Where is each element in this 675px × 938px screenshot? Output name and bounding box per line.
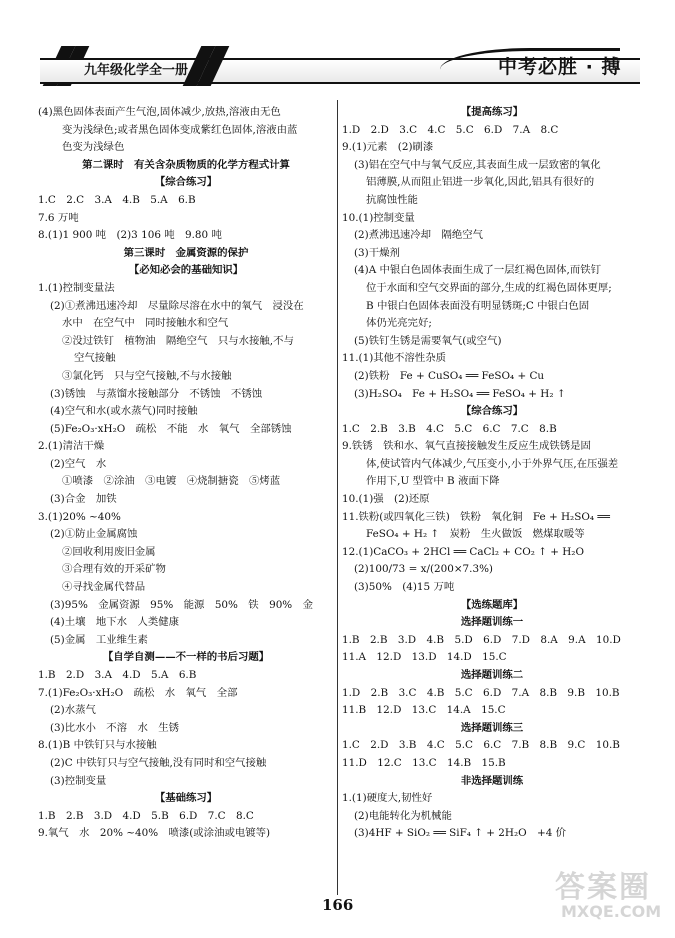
answer-line: (5)Fe₂O₃·xH₂O 疏松 不能 水 氧气 全部锈蚀 <box>50 422 292 435</box>
answer-line: 11.A 12.D 13.D 14.D 15.C <box>342 651 507 664</box>
page-number: 166 <box>322 896 354 914</box>
answer-line: 体仍光亮完好; <box>366 317 432 330</box>
watermark-url: MXQE.COM <box>561 902 662 921</box>
answer-line: (3)H₂SO₄ Fe + H₂SO₄ ══ FeSO₄ + H₂ ↑ <box>354 387 566 400</box>
answer-line: 8.(1)B 中铁钉只与水接触 <box>38 739 157 752</box>
answer-line: 1.C 2.C 3.A 4.B 5.A 6.B <box>38 193 196 206</box>
answer-line: 7.(1)Fe₂O₃·xH₂O 疏松 水 氧气 全部 <box>38 686 238 699</box>
answer-line: 3.(1)20% ~40% <box>38 510 121 523</box>
answer-line: (2)铁粉 Fe + CuSO₄ ══ FeSO₄ + Cu <box>354 369 545 382</box>
answer-line: 1.B 2.B 3.D 4.B 5.D 6.D 7.D 8.A 9.A 10.D <box>342 633 621 646</box>
section-heading: 选择题训练三 <box>460 721 524 734</box>
answer-line: 1.D 2.B 3.C 4.B 5.C 6.D 7.A 8.B 9.B 10.B <box>342 686 620 699</box>
answer-line: (2)①煮沸迅速冷却 尽量除尽溶在水中的氧气 浸没在 <box>50 299 304 312</box>
answer-line: 10.(1)控制变量 <box>342 211 415 224</box>
answer-line: (3)4HF + SiO₂ ══ SiF₄ ↑ + 2H₂O +4 价 <box>354 827 567 840</box>
answer-line: 11.B 12.D 13.C 14.A 15.C <box>342 704 506 717</box>
section-heading: 选择题训练二 <box>460 669 524 681</box>
answer-line: ①喷漆 ②涂油 ③电镀 ④烧制搪瓷 ⑤烤蓝 <box>62 475 281 488</box>
answer-line: 8.(1)1 900 吨 (2)3 106 吨 9.80 吨 <box>38 229 222 242</box>
answer-line: FeSO₄ + H₂ ↑ 炭粉 生火做饭 燃煤取暖等 <box>366 528 585 541</box>
section-heading: 【自学自测——不一样的书后习题】 <box>102 651 270 664</box>
answer-line: 色变为浅绿色 <box>62 141 125 154</box>
section-heading: 选择题训练一 <box>460 616 524 629</box>
answer-line: (2)100/73 = x/(200×7.3%) <box>354 563 493 576</box>
answer-line: ③氯化钙 只与空气接触,不与水接触 <box>62 369 232 382</box>
answer-line: 9.氧气 水 20% ~40% 喷漆(或涂油或电镀等) <box>38 827 271 840</box>
answer-line: (4)空气和水(或水蒸气)同时接触 <box>50 405 198 418</box>
answer-line: 11.(1)其他不溶性杂质 <box>342 352 446 365</box>
section-heading: 第二课时 有关含杂质物质的化学方程式计算 <box>82 158 290 171</box>
answer-line: 10.(1)强 (2)还原 <box>342 493 430 506</box>
answer-line: (3)干燥剂 <box>354 246 400 259</box>
answer-line: ②没过铁钉 植物油 隔绝空气 只与水接触,不与 <box>62 334 294 347</box>
answer-line: B 中银白色固体表面没有明显锈斑;C 中银白色固 <box>366 299 590 312</box>
answer-line: ③合理有效的开采矿物 <box>62 563 166 576</box>
answer-line: (2)①防止金属腐蚀 <box>50 528 138 541</box>
answer-line: (5)金属 工业维生素 <box>50 633 148 646</box>
answer-line: (4)黑色固体表面产生气泡,固体减少,放热,溶液由无色 <box>38 106 281 118</box>
answer-line: 空气接触 <box>74 352 116 365</box>
answer-line: 11.D 12.C 13.C 14.B 15.B <box>342 756 506 769</box>
answer-line: 9.(1)元素 (2)刷漆 <box>342 141 434 154</box>
section-heading: 【基础练习】 <box>154 792 218 805</box>
answer-line: (3)95% 金属资源 95% 能源 50% 铁 90% 金 <box>50 598 313 611</box>
answer-line: (3)比水小 不溶 水 生锈 <box>50 721 180 734</box>
answer-line: 作用下,U 型管中 B 液面下降 <box>366 475 500 488</box>
answer-line: (3)合金 加铁 <box>50 493 117 506</box>
answer-line: 1.(1)控制变量法 <box>38 281 115 294</box>
answer-line: 铝薄膜,从而阻止铝进一步氧化,因此,铝具有很好的 <box>366 176 595 189</box>
answer-line: 1.C 2.D 3.B 4.C 5.C 6.C 7.B 8.B 9.C 10.B <box>342 739 620 752</box>
answer-line: ②回收利用废旧金属 <box>62 545 156 558</box>
answer-line: (3)铝在空气中与氧气反应,其表面生成一层致密的氧化 <box>354 158 601 171</box>
answer-line: (3)控制变量 <box>50 774 107 787</box>
answer-line: 2.(1)清洁干燥 <box>38 440 105 453</box>
answer-line: 水中 在空气中 同时接触水和空气 <box>62 317 229 330</box>
answer-line: (2)煮沸迅速冷却 隔绝空气 <box>354 229 484 242</box>
section-heading: 【必知必会的基础知识】 <box>128 264 244 277</box>
answer-line: 7.6 万吨 <box>38 211 79 224</box>
answer-line: 12.(1)CaCO₃ + 2HCl ══ CaCl₂ + CO₂ ↑ + H₂O <box>342 545 584 558</box>
answer-line: (4)土壤 地下水 人类健康 <box>50 616 180 629</box>
answer-line: (2)C 中铁钉只与空气接触,没有同时和空气接触 <box>50 756 267 769</box>
answer-line: (2)空气 水 <box>50 457 107 470</box>
answer-line: 11.铁粉(或四氧化三铁) 铁粉 氧化铜 Fe + H₂SO₄ ══ <box>342 510 610 523</box>
answer-line: (2)电能转化为机械能 <box>354 809 452 822</box>
watermark-logo <box>555 862 665 932</box>
right-column <box>342 104 642 843</box>
section-heading: 【综合练习】 <box>460 405 524 418</box>
section-heading: 非选择题训练 <box>460 774 524 787</box>
column-divider <box>337 100 338 895</box>
section-heading: 【提高练习】 <box>460 106 524 118</box>
answer-line: (3)锈蚀 与蒸馏水接触部分 不锈蚀 不锈蚀 <box>50 387 263 400</box>
book-title: 九年级化学全一册 <box>84 63 189 78</box>
answer-line: (4)A 中银白色固体表面生成了一层红褐色固体,而铁钉 <box>354 264 602 277</box>
left-column <box>38 104 334 843</box>
answer-line: (3)50% (4)15 万吨 <box>354 581 455 594</box>
answer-line: 位于水面和空气交界面的部分,生成的红褐色固体更厚; <box>366 281 612 294</box>
answer-line: 变为浅绿色;或者黑色固体变成紫红色固体,溶液由蓝 <box>62 123 298 136</box>
section-heading: 【选练题库】 <box>460 598 524 611</box>
answer-line: 1.D 2.D 3.C 4.C 5.C 6.D 7.A 8.C <box>342 123 559 136</box>
answer-line: 抗腐蚀性能 <box>366 193 418 206</box>
answer-line: 体,使试管内气体减少,气压变小,小于外界气压,在压强差 <box>366 457 619 470</box>
series-title: 中考必胜 · 搏 <box>498 56 622 78</box>
answer-line: 1.(1)硬度大,韧性好 <box>342 792 433 805</box>
page-header <box>0 40 675 100</box>
section-heading: 【综合练习】 <box>154 176 218 189</box>
answer-line: (5)铁钉生锈是需要氧气(或空气) <box>354 334 502 347</box>
watermark-text: 答案圈 <box>555 870 651 905</box>
answer-line: ④寻找金属代替品 <box>62 581 146 594</box>
answer-line: 1.B 2.B 3.D 4.D 5.B 6.D 7.C 8.C <box>38 809 254 822</box>
answer-line: 1.C 2.B 3.B 4.C 5.C 6.C 7.C 8.B <box>342 422 557 435</box>
answer-line: 1.B 2.D 3.A 4.D 5.A 6.B <box>38 669 197 681</box>
section-heading: 第三课时 金属资源的保护 <box>123 246 249 259</box>
answer-line: (2)水蒸气 <box>50 704 96 717</box>
answer-line: 9.铁锈 铁和水、氧气直接接触发生反应生成铁锈是固 <box>342 440 591 453</box>
